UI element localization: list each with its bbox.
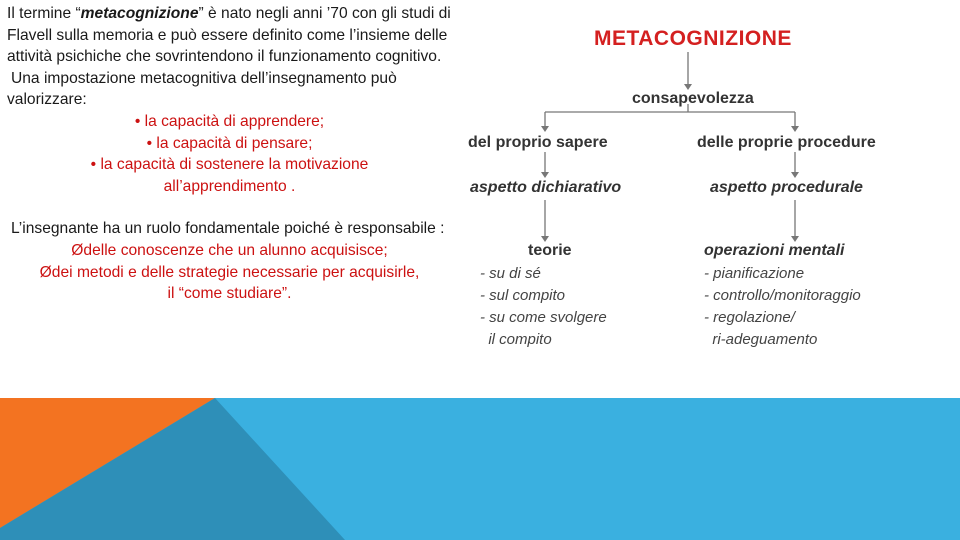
intro-rest: ” è nato negli anni ’70 con gli studi di Flavell sulla memoria e può essere definito come l’insieme delle attività psichiche che sovrintendono il funzionamento cognitivo.	[7, 5, 451, 66]
approach-paragraph: Una impostazione metacognitiva dell’insegnamento può valorizzare:	[7, 69, 397, 109]
diagram-right-node: operazioni mentali	[704, 242, 845, 259]
diagram-left-aspect: aspetto dichiarativo	[470, 179, 622, 196]
intro-term: metacognizione	[80, 5, 199, 22]
diagram-left-item: - su come svolgere	[480, 309, 607, 326]
diagram-left-item: - sul compito	[480, 287, 566, 304]
diagram-right-item: - controllo/monitoraggio	[704, 287, 861, 304]
arrow-item: Ødelle conoscenze che un alunno acquisisce;	[71, 241, 388, 259]
diagram-right-item: - pianificazione	[704, 265, 805, 282]
diagram-level1: consapevolezza	[632, 90, 754, 107]
bullet-item: • la capacità di pensare;	[146, 134, 313, 152]
diagram-left-node: teorie	[528, 242, 572, 259]
diagram-title: METACOGNIZIONE	[594, 27, 792, 50]
teacher-role-paragraph: L’insegnante ha un ruolo fondamentale poiché è responsabile :	[11, 220, 445, 238]
diagram-right-item: - regolazione/	[704, 309, 795, 326]
diagram-left-label: del proprio sapere	[468, 134, 608, 151]
diagram	[460, 0, 960, 398]
diagram-right-label: delle proprie procedure	[697, 134, 876, 151]
intro-prefix: Il termine “	[7, 5, 81, 22]
intro-paragraph	[7, 3, 452, 68]
arrow-item: Ødei metodi e delle strategie necessarie per acquisirle, il “come studiare”.	[39, 263, 420, 303]
diagram-right-aspect: aspetto procedurale	[710, 179, 863, 196]
text-column	[7, 3, 452, 305]
bottom-band	[0, 398, 960, 540]
diagram-left-item: il compito	[480, 331, 552, 348]
bullet-item: • la capacità di sostenere la motivazione all’apprendimento .	[90, 156, 369, 195]
bullet-item: • la capacità di apprendere;	[134, 112, 325, 130]
diagram-left-item: - su di sé	[480, 265, 541, 282]
diagram-right-list	[704, 263, 861, 351]
diagram-right-item: ri-adeguamento	[704, 331, 818, 348]
diagram-left-list	[480, 263, 607, 351]
